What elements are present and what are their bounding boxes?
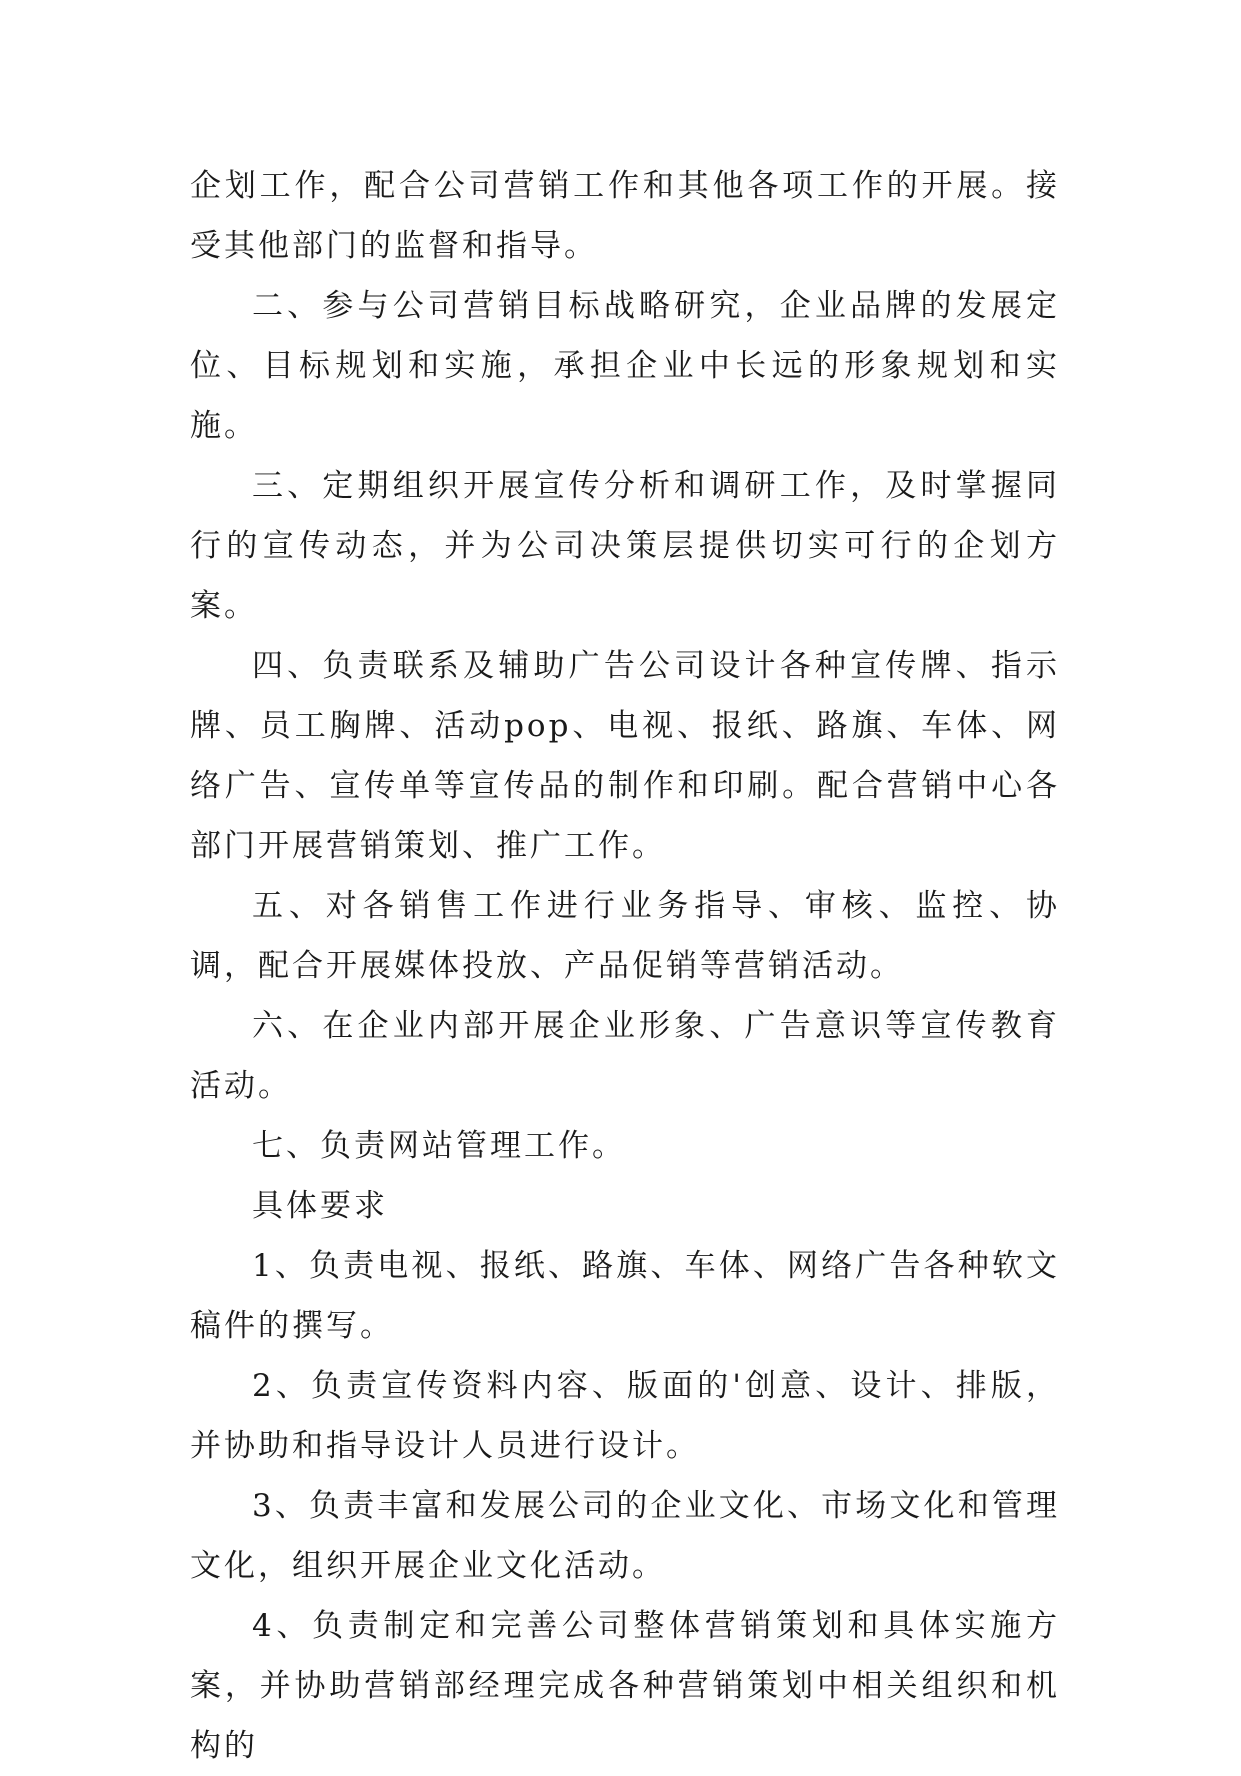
requirement-4: 4、负责制定和完善公司整体营销策划和具体实施方案，并协助营销部经理完成各种营销策划中相关组织和机构的 [190, 1608, 1060, 1764]
paragraph-item-5: 五、对各销售工作进行业务指导、审核、监控、协调，配合开展媒体投放、产品促销等营销活动。 [190, 888, 1060, 984]
paragraph-item-2: 二、参与公司营销目标战略研究，企业品牌的发展定位、目标规划和实施，承担企业中长远的形象规划和实施。 [190, 288, 1060, 444]
paragraph-continuation: 企划工作，配合公司营销工作和其他各项工作的开展。接受其他部门的监督和指导。 [190, 168, 1060, 264]
requirement-1: 1、负责电视、报纸、路旗、车体、网络广告各种软文稿件的撰写。 [190, 1248, 1060, 1344]
paragraph-item-7: 七、负责网站管理工作。 [252, 1128, 626, 1164]
document-body [190, 156, 1060, 1776]
requirement-3: 3、负责丰富和发展公司的企业文化、市场文化和管理文化，组织开展企业文化活动。 [190, 1488, 1060, 1584]
section-heading: 具体要求 [252, 1188, 388, 1224]
paragraph-item-6: 六、在企业内部开展企业形象、广告意识等宣传教育活动。 [190, 1008, 1060, 1104]
requirement-2: 2、负责宣传资料内容、版面的'创意、设计、排版，并协助和指导设计人员进行设计。 [190, 1368, 1060, 1464]
paragraph-item-3: 三、定期组织开展宣传分析和调研工作，及时掌握同行的宣传动态，并为公司决策层提供切实可行的企划方案。 [190, 468, 1060, 624]
paragraph-item-4: 四、负责联系及辅助广告公司设计各种宣传牌、指示牌、员工胸牌、活动pop、电视、报纸、路旗、车体、网络广告、宣传单等宣传品的制作和印刷。配合营销中心各部门开展营销策划、推广工作。 [190, 648, 1060, 864]
